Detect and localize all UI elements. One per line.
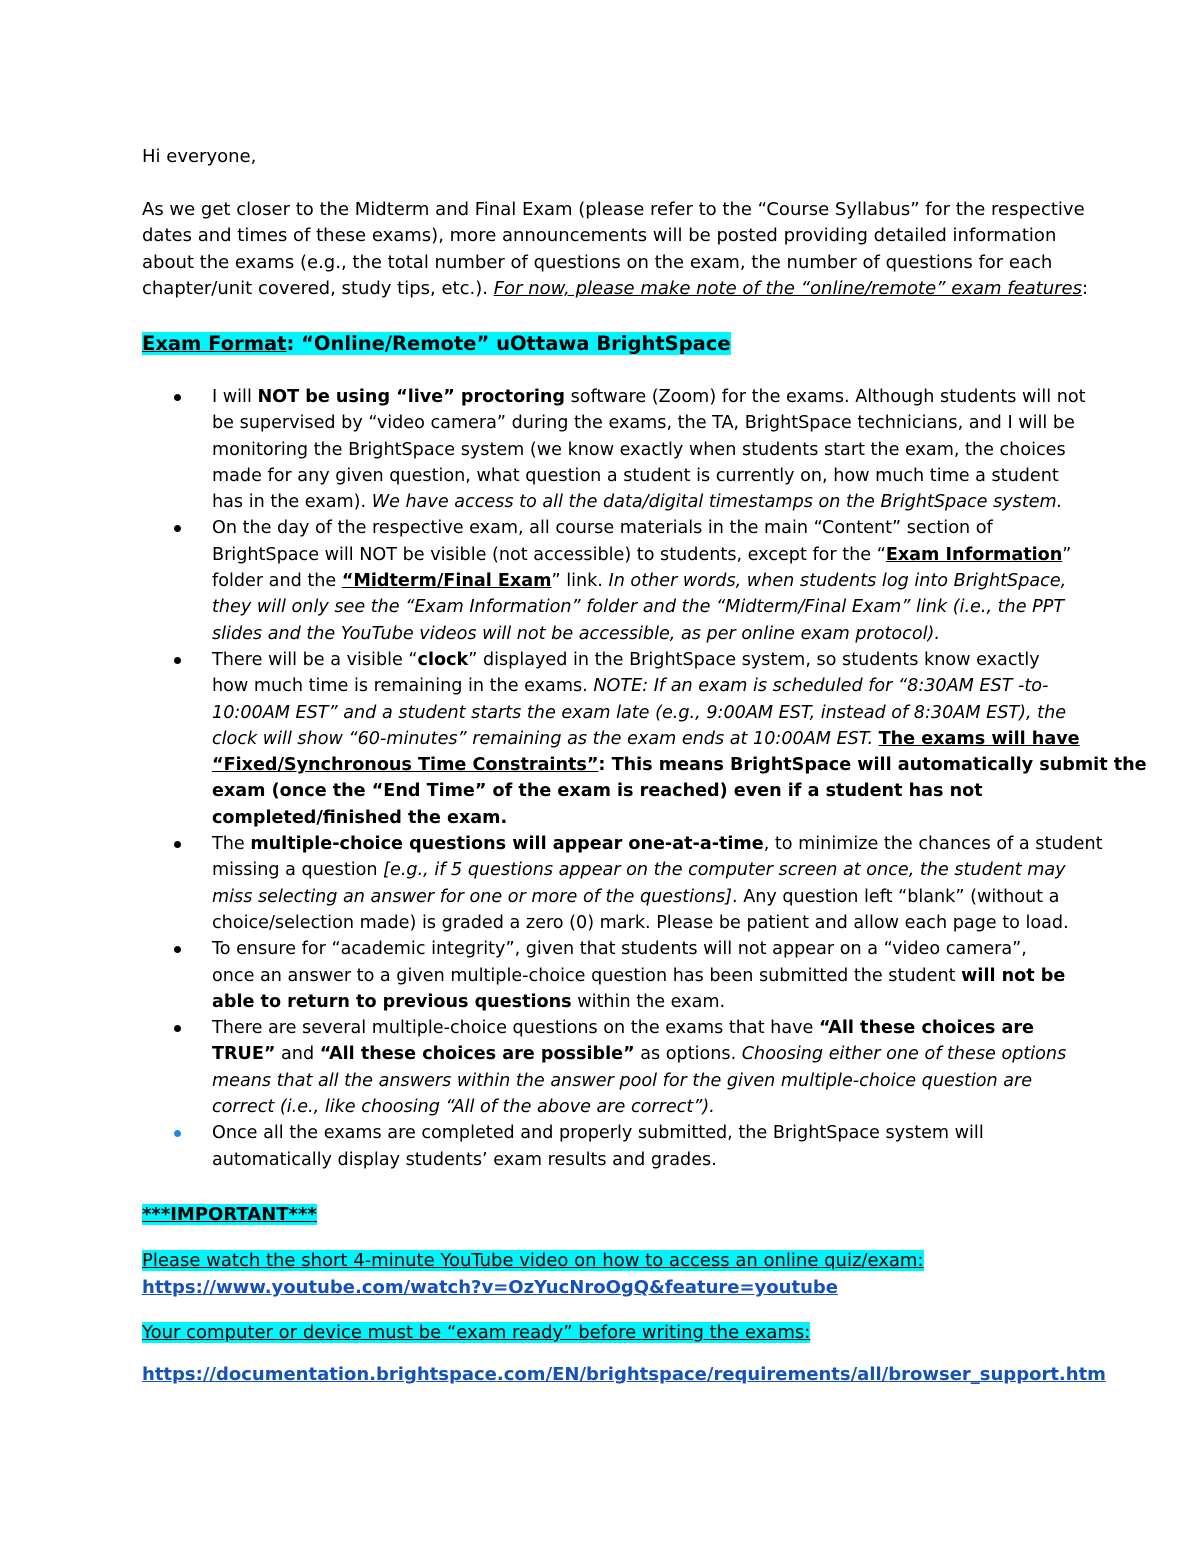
browser-support-link[interactable]: https://documentation.brightspace.com/EN/brightspace/requirements/all/browser_support.htm [142,1364,1106,1385]
video-note: Please watch the short 4-minute YouTube video on how to access an online quiz/exam: [142,1250,924,1271]
bullet-icon [174,1130,181,1137]
intro-paragraph [142,197,1088,302]
midterm-final-exam-label: “Midterm/Final Exam [341,571,552,592]
list-item: Once all the exams are completed and properly submitted, the BrightSpace system will automatically display students’ exam results and grades. [170,1120,1147,1173]
section-heading [142,329,731,359]
exam-information-label: Exam Information [885,544,1063,565]
bullet-icon [174,525,181,532]
device-note: Your computer or device must be “exam ready” before writing the exams: [142,1322,811,1343]
list-item: To ensure for “academic integrity”, given that students will not appear on a “video camera”, once an answer to a given multiple-choice question has been submitted the student will not be able to return to previous questions within the exam. [170,936,1147,1015]
important-note [142,1202,317,1228]
greeting: Hi everyone, [142,146,257,167]
list-item: There will be a visible “clock” displayed in the BrightSpace system, so students know exactly how much time is remaining in the exams. NOTE: If an exam is scheduled for “8:30AM EST -to- 10:00AM EST” and a student starts the exam late (e.g., 9:00AM EST, instead of 8:30AM EST), the clock will show “60-minutes” remaining as the exam ends at 10:00AM EST. The exams will have “Fixed/Synchronous Time Constraints”: This means BrightSpace will automatically submit the exam (once the “End Time” of the exam is reached) even if a student has not completed/finished the exam. [170,647,1147,831]
intro-emphasis: For now, please make note of the “online/remote” exam features [493,277,1082,299]
list-item: The multiple-choice questions will appear one-at-a-time, to minimize the chances of a student missing a question [e.g., if 5 questions appear on the computer screen at once, the student may miss selecting an answer for one or more of the questions]. Any question left “blank” (without a choice/selection made) is graded a zero (0) mark. Please be patient and allow each page to load. [170,831,1147,936]
features-list [170,384,1147,1173]
video-link-line [142,1275,838,1301]
heading-title: “Online/Remote” uOttawa BrightSpace [294,332,731,355]
intro-line: about the exams (e.g., the total number of questions on the exam, the number of questions for each [142,251,1053,273]
important-label: ***IMPORTANT*** [142,1204,317,1225]
intro-line: chapter/unit covered, study tips, etc.). For now, please make note of the “online/remote” exam features: [142,277,1089,299]
intro-line: dates and times of these exams), more announcements will be posted providing detailed information [142,225,1057,247]
bullet-icon [174,946,181,953]
list-item: On the day of the respective exam, all course materials in the main “Content” section of BrightSpace will NOT be visible (not accessible) to students, except for the “Exam Information” folder and the “Midterm/Final Exam” link. In other words, when students log into BrightSpace, they will only see the “Exam Information” folder and the “Midterm/Final Exam” link (i.e., the PPT slides and the YouTube videos will not be accessible, as per online exam protocol). [170,515,1147,646]
list-item: There are several multiple-choice questions on the exams that have “All these choices are TRUE” and “All these choices are possible” as options. Choosing either one of these options means that all the answers within the answer pool for the given multiple-choice question are correct (i.e., like choosing “All of the above are correct”). [170,1015,1147,1120]
list-item: I will NOT be using “live” proctoring software (Zoom) for the exams. Although students will not be supervised by “video camera” during the exams, the TA, BrightSpace technicians, and I will be monitoring the BrightSpace system (we know exactly when students start the exam, the choices made for any given question, what question a student is currently on, how much time a student has in the exam). We have access to all the data/digital timestamps on the BrightSpace system. [170,384,1147,515]
video-instructions [142,1248,924,1274]
bullet-icon [174,841,181,848]
youtube-link[interactable]: https://www.youtube.com/watch?v=OzYucNroOgQ&feature=youtube [142,1277,838,1298]
bullet-icon [174,394,181,401]
bullet-icon [174,657,181,664]
heading-highlight: Exam Format: “Online/Remote” uOttawa BrightSpace [142,332,731,355]
device-link-line [142,1362,1106,1388]
bullet-icon [174,1025,181,1032]
intro-line: As we get closer to the Midterm and Final Exam (please refer to the “Course Syllabus” for the respective [142,199,1085,220]
device-instructions [142,1320,810,1346]
heading-label: Exam Format [142,332,287,355]
